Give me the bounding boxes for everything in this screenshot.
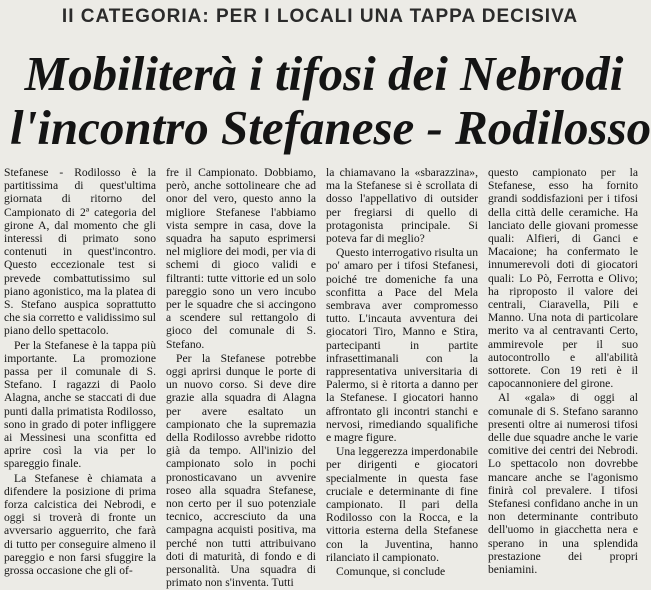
section-kicker: II CATEGORIA: PER I LOCALI UNA TAPPA DECISIVA [61, 6, 579, 27]
paragraph: Al «gala» di oggi al comunale di S. Stefano saranno presenti oltre ai numerosi tifosi delle due squadre anche le varie comitive dei centri dei Nebrodi. Lo spettacolo non dovrebbe mancare anche se l'agonismo finirà col prevalere. I tifosi Stefanesi confidano anche in un non determinante contributo dell'uomo in giacchetta nera e sperano in una splendida prestazione dei propri beniamini. [488, 391, 638, 577]
article-column-1 [4, 166, 156, 578]
article-column-2 [166, 166, 316, 590]
headline-line-2: l'incontro Stefanese - Rodilosso [10, 100, 651, 155]
paragraph: fre il Campionato. Dobbiamo, però, anche sottolineare che ad onor del vero, questo anno la migliore Stefanese l'abbiamo vista sempre in casa, dove la squadra ha saputo esprimersi nel migliore dei modi, per via di schemi di gioco validi e filtranti: tutte vittorie ed un solo pareggio sono un vero incubo per le squadre che si accingono a scendere sul rettangolo di gioco del comunale di S. Stefano. [166, 166, 316, 351]
headline-line-1: Mobiliterà i tifosi dei Nebrodi [24, 46, 624, 101]
paragraph: questo campionato per la Stefanese, esso ha fornito grandi soddisfazioni per i tifosi della città delle ceramiche. Ha lanciato delle giovani promesse quali: Alfieri, di Ganci e Macaione; ha confermato le innumerevoli doti di giocatori quali: Lo Pò, Ferrotta e Olivo; ha riproposto il valore dei centrali, Ciaravella, Pili e Manno. Una nota di particolare merito va al centravanti Certo, ammirevole per il suo autocontrollo e all'abilità sottorete. Con 19 reti è il capocannoniere del girone. [488, 166, 638, 391]
paragraph: Stefanese - Rodilosso è la partitissima di quest'ultima giornata di ritorno del Campionato di 2ª categoria del girone A, dal momento che gli interessi di primato sono contenuti in quest'incontro. Questo eccezionale test si prevede combattutissimo sul piano agonistico, ma la platea di S. Stefano auspica soprattutto che sia corretto e validissimo sul piano dello spettacolo. [4, 166, 156, 338]
paragraph: Una leggerezza imperdonabile per dirigenti e giocatori specialmente in questa fase cruciale e determinante di fine campionato. Il pari della Rodilosso con la Rocca, e la vittoria esterna della Stefanese con la Juventina, hanno rilanciato il campionato. [326, 445, 478, 564]
article-body [4, 166, 638, 590]
paragraph: Per la Stefanese è la tappa più importante. La promozione passa per il comunale di S. Stefano. I ragazzi di Paolo Alagna, anche se staccati di due punti dalla primatista Rodilosso, sono in grado di poter infliggere ai Messinesi una sconfitta ed aprire così la via per lo spareggio finale. [4, 338, 156, 471]
paragraph: Per la Stefanese potrebbe oggi aprirsi dunque le porte di un nuovo corso. Si deve dire grazie alla squadra di Alagna per avere esaltato un campionato che la supremazia della Rodilosso avrebbe ridotto già da tempo. All'inizio del campionato solo in pochi pronosticavano un avvenire roseo alla squadra Stefanese, non certo per il suo potenziale tecnico, accresciuto da una campagna acquisti positiva, ma perché non tutti attribuivano doti di maturità, di fondo e di personalità. Una squadra di primato non s'inventa. Tutti [166, 351, 316, 590]
paragraph: Comunque, si conclude [336, 565, 446, 579]
article-column-3 [326, 166, 478, 579]
paragraph: la chiamavano la «sbarazzina», ma la Stefanese si è scrollata di dosso l'appellativo di outsider per fregiarsi di quello di protagonista principale. Si poteva far di meglio? [326, 166, 478, 246]
paragraph: La Stefanese è chiamata a difendere la posizione di prima forza calcistica dei Nebrodi, e oggi si troverà di fronte un avversario agguerrito, che farà di tutto per conseguire almeno il pareggio e non farsi sfuggire la grossa occasione che gli of- [4, 471, 156, 578]
article-column-4 [488, 166, 638, 577]
paragraph: Questo interrogativo risulta un po' amaro per i tifosi Stefanesi, poiché tre domeniche fa una sconfitta a Pace del Mela sembrava aver compromesso tutto. L'incauta avventura dei giocatori Tiro, Manno e Stira, partecipanti in partite infrasettimanali con la rappresentativa universitaria di Palermo, si è ritorta a danno per la Stefanese. I giocatori hanno affrontato gli incontri stanchi e nervosi, rimediando squalifiche e magre figure. [326, 246, 478, 445]
